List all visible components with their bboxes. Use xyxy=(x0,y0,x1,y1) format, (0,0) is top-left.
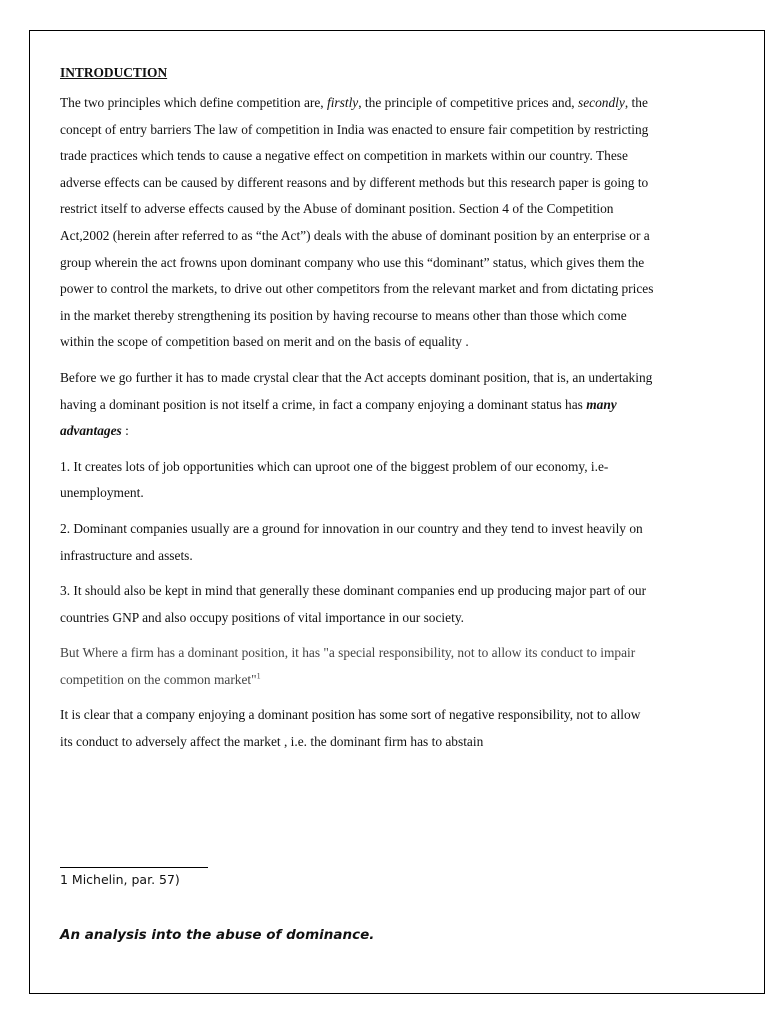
p1-emph-secondly: secondly xyxy=(578,95,625,110)
document-body xyxy=(60,62,654,765)
p2-emph-advantages: many advantages xyxy=(60,396,617,439)
p1-text-2: , the principle of competitive prices and, xyxy=(358,95,578,110)
paragraph-intro xyxy=(60,90,654,356)
paragraph-responsibility: It is clear that a company enjoying a dominant position has some sort of negative responsibility, not to allow its conduct to adversely affect the market , i.e. the dominant firm has to abstain xyxy=(60,707,641,750)
footnote: 1 Michelin, par. 57) xyxy=(60,872,180,887)
p1-text-1: The two principles which define competition are, xyxy=(60,95,327,110)
paragraph-dominance xyxy=(60,365,654,445)
list-item-2: 2. Dominant companies usually are a ground for innovation in our country and they tend to invest heavily on infrastructure and assets. xyxy=(60,520,643,563)
page-footer: An analysis into the abuse of dominance. xyxy=(60,927,375,943)
p1-text-3: , the concept of entry barriers The law of competition in India was enacted to ensure fair competition by restricting trade practices which tends to cause a negative effect on competition in markets within our country. These adverse effects can be caused by different reasons and by different methods but this research paper is going to restrict itself to adverse effects caused by the Abuse of dominant position. Section 4 of the Competition Act,2002 (herein after referred to as “the Act”) deals with the abuse of dominant position by an enterprise or a group wherein the act frowns upon dominant company who use this “dominant” status, which gives them the power to control the markets, to drive out other competitors from the relevant market and from dictating prices in the market thereby strengthening its position by having recourse to means other than those which come within the scope of competition based on merit and on the basis of equality . xyxy=(60,95,654,350)
section-heading: INTRODUCTION xyxy=(60,65,168,80)
p2-text-1: Before we go further it has to made crystal clear that the Act accepts dominant position, that is, an undertaking having a dominant position is not itself a crime, in fact a company enjoying a dominant status has xyxy=(60,369,653,412)
list-item-3: 3. It should also be kept in mind that generally these dominant companies end up producing major part of our countries GNP and also occupy positions of vital importance in our society. xyxy=(60,583,647,625)
footnote-divider xyxy=(60,867,208,868)
footnote-marker: 1 xyxy=(256,671,261,681)
list-item-1: 1. It creates lots of job opportunities which can uproot one of the biggest problem of our economy, i.e- unemployment. xyxy=(60,458,609,501)
p1-emph-firstly: firstly xyxy=(326,95,359,110)
quote-text: But Where a firm has a dominant position, it has "a special responsibility, not to allow its conduct to impair competition on the common market" xyxy=(60,645,636,687)
p2-text-2: : xyxy=(121,423,129,439)
paragraph-quote xyxy=(60,640,654,693)
